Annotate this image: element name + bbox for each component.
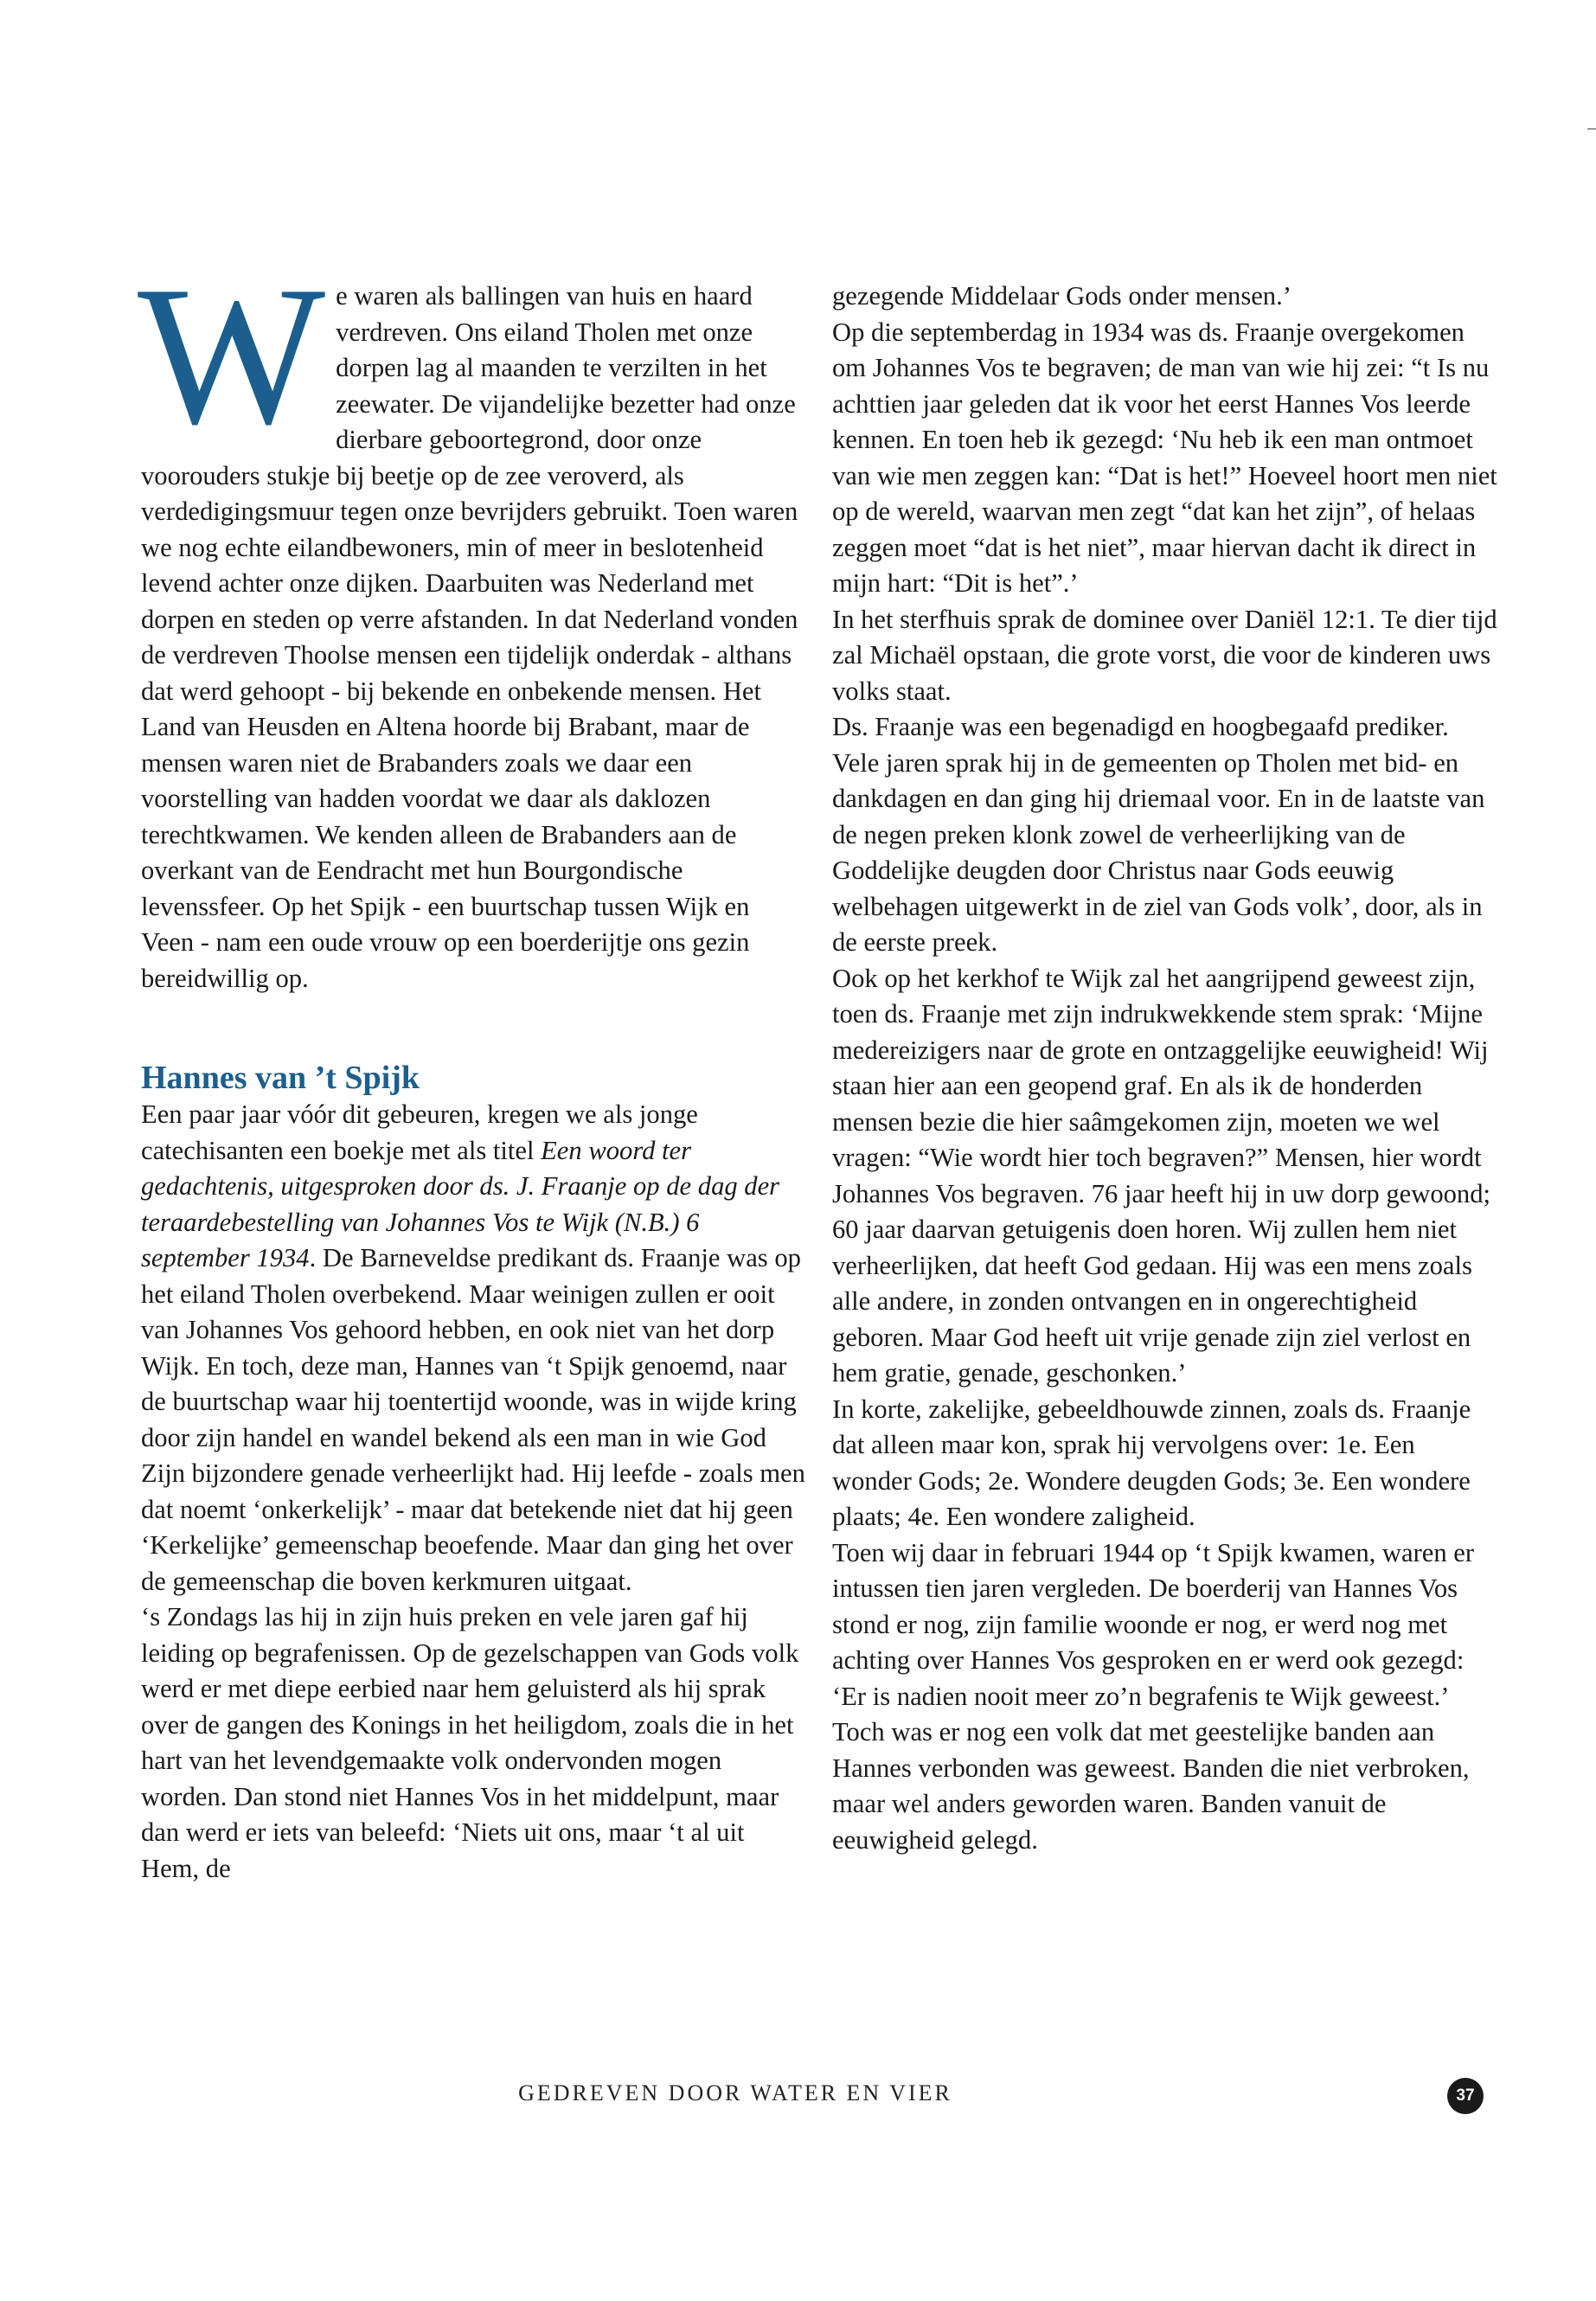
page-number-badge: 37 [1447, 2078, 1484, 2114]
right-paragraph-6: Toen wij daar in februari 1944 op ‘t Spijk kwamen, waren er intussen tien jaren vergleden. De boerderij van Hannes Vos stond er nog, zijn familie woonde er nog, er werd nog met achting over Hannes Vos gesproken en er werd ook gezegd: ‘Er is nadien nooit meer zo’n begrafenis te Wijk geweest.’ Toch was er nog een volk dat met geestelijke banden aan Hannes verbonden was geweest. Banden die niet verbroken, maar wel anders geworden waren. Banden vanuit de eeuwigheid gelegd. [832, 1537, 1475, 1855]
left-column [138, 245, 807, 1887]
p1-text-start: Een paar jaar vóór dit gebeuren, kregen we als jonge catechisanten een boekje met als titel [141, 1099, 698, 1165]
right-paragraph-3: Ds. Fraanje was een begenadigd en hoogbegaafd prediker. Vele jaren sprak hij in de gemeenten op Tholen met bid- en dankdagen en dan ging hij driemaal voor. En in de laatste van de negen preken klonk zowel de verheerlijking van de Goddelijke deugden door Christus naar Gods eeuwig welbehagen uitgewerkt in de ziel van Gods volk’, door, als in de eerste preek. [832, 712, 1485, 957]
intro-paragraph [138, 245, 807, 997]
p1-text-end: . De Barneveldse predikant ds. Fraanje was op het eiland Tholen overbekend. Maar weinigen zullen er ooit van Johannes Vos gehoord hebben, en ook niet van het dorp Wijk. En toch, deze man, Hannes van ‘t Spijk genoemd, naar de buurtschap waar hij toentertijd woonde, was in wijde kring door zijn handel en wandel bekend als een man in wie God Zijn bijzondere genade verheerlijkt had. Hij leefde - zoals men dat noemt ‘onkerkelijk’ - maar dat betekende niet dat hij geen ‘Kerkelijke’ gemeenschap beoefende. Maar dan ging het over de gemeenschap die boven kerkmuren uitgaat. [141, 1243, 805, 1596]
section-spacer [141, 997, 807, 1059]
right-paragraph-0: gezegende Middelaar Gods onder mensen.’ [832, 281, 1292, 311]
corner-crop-mark [1587, 128, 1596, 130]
body-paragraph-2: ‘s Zondags las hij in zijn huis preken en vele jaren gaf hij leiding op begrafenissen. Op de gezelschappen van Gods volk werd er met diepe eerbied naar hem geluisterd als hij sprak over de gangen des Konings in het heiligdom, zoals die in het hart van het levendgemaakte volk ondervonden mogen worden. Dan stond niet Hannes Vos in het middelpunt, maar dan werd er iets van beleefd: ‘Niets uit ons, maar ‘t al uit Hem, de [141, 1602, 799, 1883]
drop-cap: W [138, 245, 326, 465]
running-footer-title: GEDREVEN DOOR WATER EN VIER [518, 2080, 952, 2106]
book-title: Een woord ter gedachtenis, uitgesproken door ds. J. Fraanje op de dag der teraardebestelling van Johannes Vos te Wijk (N.B.) 6 september 1934 [141, 1135, 780, 1272]
right-column [832, 279, 1498, 1858]
section-heading: Hannes van ’t Spijk [141, 1060, 420, 1096]
intro-text: e waren als ballingen van huis en haard verdreven. Ons eiland Tholen met onze dorpen lag al maanden te verzilten in het zeewater. De vijandelijke bezetter had onze dierbare geboortegrond, door onze voorouders stukje bij beetje op de zee veroverd, als verdedigingsmuur tegen onze bevrijders gebruikt. Toen waren we nog echte eilandbewoners, min of meer in beslotenheid levend achter onze dijken. Daarbuiten was Nederland met dorpen en steden op verre afstanden. In dat Nederland vonden de verdreven Thoolse mensen een tijdelijk onderdak - althans dat werd gehoopt - bij bekende en onbekende mensen. Het Land van Heusden en Altena hoorde bij Brabant, maar de mensen waren niet de Brabanders zoals we daar een voorstelling van hadden voordat we daar als daklozen terechtkwamen. We kenden alleen de Brabanders aan de overkant van de Eendracht met hun Bourgondische levenssfeer. Op het Spijk - een buurtschap tussen Wijk en Veen - nam een oude vrouw op een boerderijtje ons gezin bereidwillig op. [141, 281, 798, 993]
body-paragraph-1 [141, 1097, 807, 1599]
right-paragraph-1: Op die septemberdag in 1934 was ds. Fraanje overgekomen om Johannes Vos te begraven; de man van wie hij zei: “t Is nu achttien jaar geleden dat ik voor het eerst Hannes Vos leerde kennen. En toen heb ik gezegd: ‘Nu heb ik een man ontmoet van wie men zeggen kan: “Dat is het!” Hoeveel hoort men niet op de wereld, waarvan men zegt “dat kan het zijn”, of helaas zeggen moet “dat is het niet”, maar hiervan dacht ik direct in mijn hart: “Dit is het”.’ [832, 317, 1497, 598]
right-paragraph-5: In korte, zakelijke, gebeeldhouwde zinnen, zoals ds. Fraanje dat alleen maar kon, sprak hij vervolgens over: 1e. Een wonder Gods; 2e. Wondere deugden Gods; 3e. Een wondere plaats; 4e. Een wondere zaligheid. [832, 1394, 1471, 1531]
right-paragraph-4: Ook op het kerkhof te Wijk zal het aangrijpend geweest zijn, toen ds. Fraanje met zijn indrukwekkende stem sprak: ‘Mijne medereizigers naar de grote en ontzaggelijke eeuwigheid! Wij staan hier aan een geopend graf. En als ik de honderden mensen bezie die hier saâmgekomen zijn, moeten we wel vragen: “Wie wordt hier toch begraven?” Mensen, hier wordt Johannes Vos begraven. 76 jaar heeft hij in uw dorp gewoond; 60 jaar daarvan getuigenis doen horen. Wij zullen hem niet verheerlijken, dat heeft God gedaan. Hij was een mens zoals alle andere, in zonden ontvangen en in ongerechtigheid geboren. Maar God heeft uit vrije genade zijn ziel verlost en hem gratie, genade, geschonken.’ [832, 963, 1491, 1388]
right-paragraph-2: In het sterfhuis sprak de dominee over Daniël 12:1. Te dier tijd zal Michaël opstaan, die grote vorst, die voor de kinderen uws volks staat. [832, 604, 1497, 706]
